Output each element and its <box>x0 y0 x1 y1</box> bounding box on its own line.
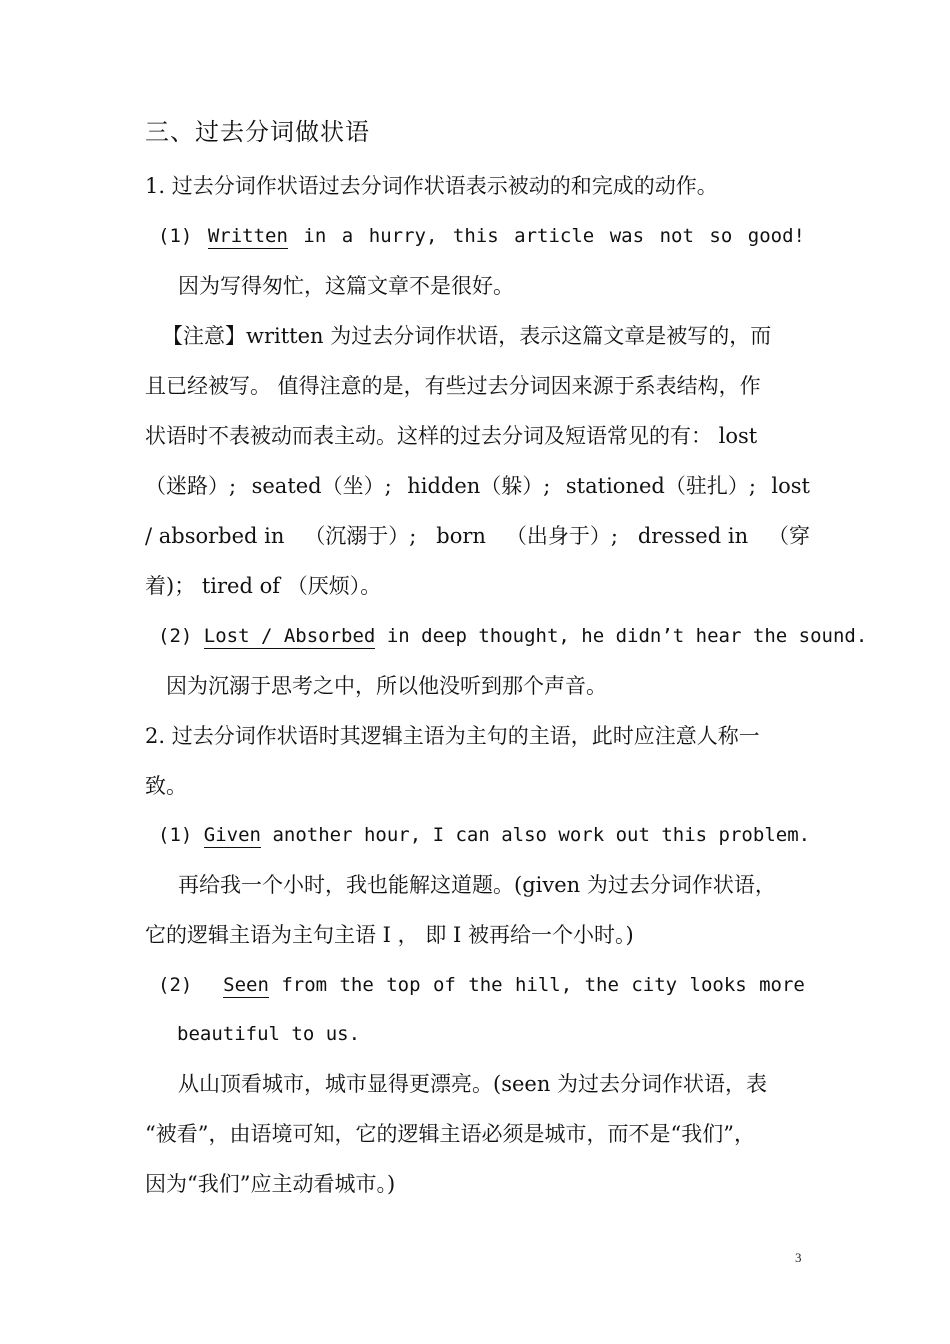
example-word: the <box>584 974 619 996</box>
note-line-2: 且已经被写。 值得注意的是，有些过去分词因来源于系表结构，作 <box>145 374 761 398</box>
example-word: was <box>609 225 645 247</box>
point-1-example-2-translation: 因为沉溺于思考之中，所以他没听到那个声音。 <box>166 674 607 698</box>
note-list-item: seated（坐）; <box>251 474 392 498</box>
point-2-example-2-translation-line-2: “被看”，由语境可知，它的逻辑主语必须是城市，而不是“我们”， <box>145 1122 755 1146</box>
example-word: top <box>386 974 421 996</box>
note-list-item: dressed in <box>637 524 749 548</box>
example-word: article <box>514 225 595 247</box>
note-list-item: lost <box>771 474 810 498</box>
page-number: 3 <box>795 1250 802 1265</box>
underlined-participle: Seen <box>223 974 269 996</box>
point-2-title-line-2: 致。 <box>145 774 187 798</box>
point-2-example-2-translation-line-3: 因为“我们”应主动看城市。) <box>145 1172 396 1196</box>
example-word: more <box>759 974 805 996</box>
example-word: good! <box>747 225 805 247</box>
point-1-title: 1. 过去分词作状语过去分词作状语表示被动的和完成的动作。 <box>145 174 718 198</box>
note-list-item: （出身于）; <box>505 524 618 548</box>
point-2-title-line-1: 2. 过去分词作状语时其逻辑主语为主句的主语，此时应注意人称一 <box>145 724 760 748</box>
example-word: hurry, <box>368 225 438 247</box>
example-word: of <box>432 974 456 996</box>
example-word: looks <box>689 974 747 996</box>
example-sentence-rest: in deep thought, he didn’t hear the sound. <box>386 625 868 647</box>
example-word: from <box>281 974 328 996</box>
point-1-example-1 <box>158 221 805 251</box>
note-list-item: hidden（躲）; <box>407 474 551 498</box>
point-1-example-2 <box>158 621 868 651</box>
note-list-item: （迷路）; <box>145 474 237 498</box>
example-number: (1) <box>158 225 193 247</box>
point-2-example-1 <box>158 820 811 850</box>
point-2-example-2 <box>158 970 805 1000</box>
point-2-example-2-continuation: beautiful to us. <box>177 1023 361 1045</box>
example-number: (2) <box>158 625 193 647</box>
point-1-example-1-translation: 因为写得匆忙，这篇文章不是很好。 <box>178 274 514 298</box>
note-list-item: （沉溺于）; <box>304 524 417 548</box>
section-heading: 三、过去分词做状语 <box>145 118 370 146</box>
example-word: not <box>659 225 694 247</box>
example-sentence-rest: another hour, I can also work out this problem. <box>272 824 811 846</box>
example-word: in <box>303 225 327 247</box>
note-line-3: 状语时不表被动而表主动。这样的过去分词及短语常见的有： lost <box>145 424 758 448</box>
example-word: this <box>452 225 499 247</box>
point-2-example-1-translation-line-1: 再给我一个小时，我也能解这道题。(given 为过去分词作状语， <box>178 873 776 897</box>
note-list-line-2 <box>145 521 810 551</box>
example-word: the <box>468 974 503 996</box>
note-list-item: stationed（驻扎）; <box>565 474 756 498</box>
example-number: (2) <box>158 974 193 996</box>
note-list-item: （穿 <box>768 524 810 548</box>
example-number: (1) <box>158 824 193 846</box>
example-word: city <box>631 974 678 996</box>
underlined-participle: Lost / Absorbed <box>203 625 376 647</box>
example-word: hill, <box>514 974 573 996</box>
note-list-item: born <box>436 524 486 548</box>
underlined-participle: Written <box>207 225 288 247</box>
underlined-participle: Given <box>203 824 261 846</box>
point-2-example-2-translation-line-1: 从山顶看城市，城市显得更漂亮。(seen 为过去分词作状语，表 <box>178 1072 768 1096</box>
note-list-line-1 <box>145 471 810 501</box>
note-list-item: / absorbed in <box>145 524 285 548</box>
example-word: so <box>709 225 733 247</box>
example-word: a <box>341 225 354 247</box>
point-2-example-1-translation-line-2: 它的逻辑主语为主句主语 I ， 即 I 被再给一个小时。) <box>145 923 634 947</box>
note-line-last: 着)； tired of （厌烦）。 <box>145 574 382 598</box>
note-line-1: 【注意】written 为过去分词作状语，表示这篇文章是被写的，而 <box>162 324 772 348</box>
example-word: the <box>339 974 374 996</box>
